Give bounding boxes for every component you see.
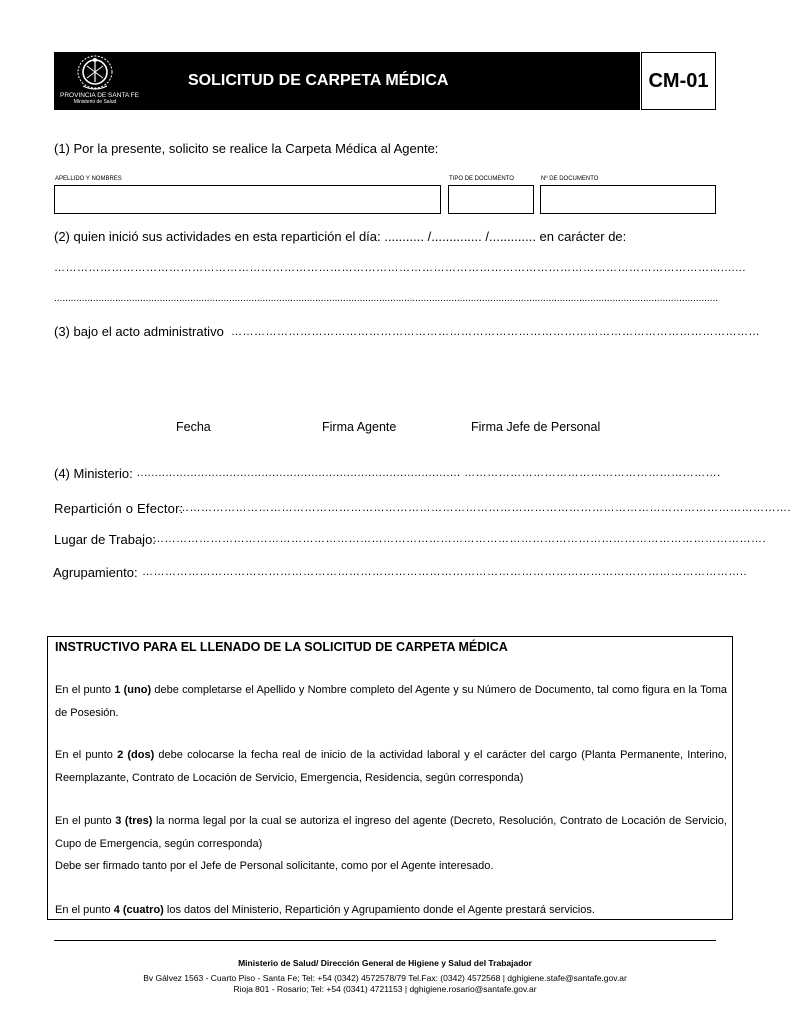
footer-divider (54, 940, 716, 941)
grouping-fill-line[interactable]: ………………………………………………………………………………………………………………………………………….. (142, 566, 748, 578)
doc-number-field-label: Nº DE DOCUMENTO (541, 176, 599, 182)
workplace-fill-line[interactable]: ……………………………………………………………………………………………………………………………………………. (153, 533, 767, 545)
ministry-label: (4) Ministerio: (54, 466, 133, 481)
name-field-label: APELLIDO Y NOMBRES (55, 176, 122, 182)
province-logo (60, 54, 139, 108)
instruction-point-3-signature-note: Debe ser firmado tanto por el Jefe de Personal solicitante, como por el Agente interesado. (55, 860, 494, 872)
logo-ministry-text: Ministerio de Salud (73, 99, 117, 105)
instruction-point-2: En el punto 2 (dos) debe colocarse la fecha real de inicio de la actividad laboral y el carácter del cargo (Planta Permanente, Interino, Reemplazante, Contrato de Locación de Servicio, Emergencia, Residencia, según corresponda) (55, 749, 727, 784)
form-code: CM-01 (641, 52, 716, 110)
footer-santa-fe-contact: Bv Gálvez 1563 - Cuarto Piso - Santa Fe; Tel: +54 (0342) 4572578/79 Tel.Fax: (0342) 4572568 | dghigiene.stafe@santafe.gov.ar (143, 973, 627, 983)
form-title: SOLICITUD DE CARPETA MÉDICA (188, 72, 449, 89)
doc-type-field[interactable] (448, 185, 534, 214)
point-2-text: (2) quien inició sus actividades en esta repartición el día: ........... /.............. /............. en carácter de: (54, 229, 627, 244)
footer-title: Ministerio de Salud/ Dirección General de Higiene y Salud del Trabajador (238, 958, 532, 968)
character-fill-line-1[interactable]: …………………………………………………………………………………………………………………………………………………………....... (54, 262, 746, 274)
point-1-text: (1) Por la presente, solicito se realice la Carpeta Médica al Agente: (54, 141, 439, 156)
instruction-point-3: En el punto 3 (tres) la norma legal por la cual se autoriza el ingreso del agente (Decreto, Resolución, Contrato de Locación de Servicio, Cupo de Emergencia, según corresponda) (55, 815, 727, 850)
coat-of-arms-icon (75, 54, 115, 92)
reparticion-label: Repartición o Efector: (54, 501, 184, 516)
doc-number-field[interactable] (540, 185, 716, 214)
administrative-act-fill-line[interactable]: ………………………………………………………………………………………………………………………… (231, 326, 760, 338)
reparticion-fill-line[interactable]: ……………………………………………………………………………………………………………………………………………. (178, 502, 791, 514)
logo-province-text: PROVINCIA DE SANTA FE (60, 92, 139, 99)
doc-type-field-label: TIPO DE DOCUMENTO (449, 176, 514, 182)
instructions-box (47, 636, 733, 920)
date-signature-label: Fecha (176, 420, 211, 434)
point-3-text: (3) bajo el acto administrativo (54, 324, 224, 339)
workplace-label: Lugar de Trabajo: (54, 532, 156, 547)
name-field[interactable] (54, 185, 441, 214)
ministry-fill-line[interactable]: ........................................................................................... …………………………………………………………. (137, 467, 721, 479)
form-header-bar (54, 52, 640, 110)
instruction-point-4: En el punto 4 (cuatro) los datos del Ministerio, Repartición y Agrupamiento donde el Agente prestará servicios. (55, 904, 595, 916)
instruction-point-1: En el punto 1 (uno) debe completarse el Apellido y Nombre completo del Agente y su Número de Documento, tal como figura en la Toma de Posesión. (55, 684, 727, 719)
personnel-head-signature-label: Firma Jefe de Personal (471, 420, 601, 434)
agent-signature-label: Firma Agente (322, 420, 397, 434)
grouping-label: Agrupamiento: (53, 565, 138, 580)
character-fill-line-2[interactable]: ............................................................................................................................................................................................................................................... (54, 293, 719, 304)
instructions-title: INSTRUCTIVO PARA EL LLENADO DE LA SOLICITUD DE CARPETA MÉDICA (55, 640, 508, 654)
footer-rosario-contact: Rioja 801 - Rosario; Tel: +54 (0341) 4721153 | dghigiene.rosario@santafe.gov.ar (233, 984, 537, 994)
